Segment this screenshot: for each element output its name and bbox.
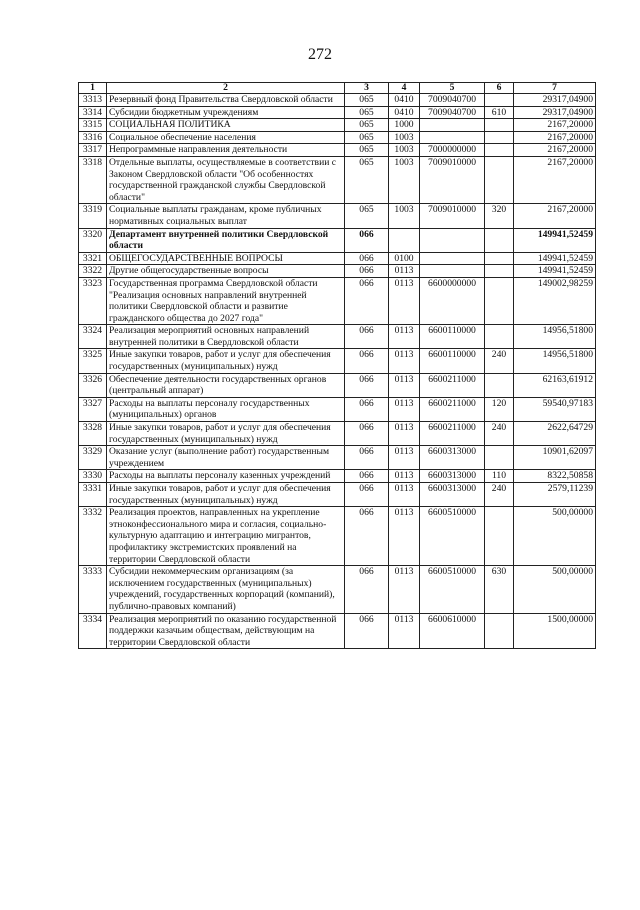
section-code: 0113 <box>389 446 420 470</box>
section-code: 1003 <box>389 144 420 157</box>
amount-value: 14956,51800 <box>514 349 596 373</box>
item-name: Иные закупки товаров, работ и услуг для обеспечения государственных (муниципальных) нужд <box>107 422 345 446</box>
section-code: 1003 <box>389 156 420 203</box>
item-name: Социальное обеспечение населения <box>107 131 345 144</box>
item-name: Отдельные выплаты, осуществляемые в соответствии с Законом Свердловской области "Об особенностях государственной гражданской службы Свердловской области" <box>107 156 345 203</box>
target-article-code: 6600211000 <box>420 422 485 446</box>
expense-type-code <box>485 446 514 470</box>
department-code: 065 <box>345 156 389 203</box>
expense-type-code: 320 <box>485 204 514 228</box>
target-article-code: 6600313000 <box>420 483 485 507</box>
amount-value: 2167,20000 <box>514 204 596 228</box>
target-article-code: 6600313000 <box>420 446 485 470</box>
section-code: 0410 <box>389 94 420 107</box>
expense-type-code <box>485 252 514 265</box>
table-row <box>79 94 596 107</box>
item-name: СОЦИАЛЬНАЯ ПОЛИТИКА <box>107 119 345 132</box>
section-code: 0113 <box>389 507 420 566</box>
target-article-code: 7009040700 <box>420 106 485 119</box>
table-header-row <box>79 83 596 94</box>
table-row <box>79 119 596 132</box>
amount-value: 500,00000 <box>514 507 596 566</box>
target-article-code: 7009010000 <box>420 156 485 203</box>
item-name: Другие общегосударственные вопросы <box>107 265 345 278</box>
department-code: 066 <box>345 373 389 397</box>
item-name: Расходы на выплаты персоналу государственных (муниципальных) органов <box>107 397 345 421</box>
table-row <box>79 252 596 265</box>
row-number: 3322 <box>79 265 107 278</box>
amount-value: 1500,00000 <box>514 613 596 649</box>
item-name: ОБЩЕГОСУДАРСТВЕННЫЕ ВОПРОСЫ <box>107 252 345 265</box>
target-article-code: 6600313000 <box>420 470 485 483</box>
item-name: Непрограммные направления деятельности <box>107 144 345 157</box>
section-code: 0113 <box>389 265 420 278</box>
department-code: 066 <box>345 252 389 265</box>
department-code: 065 <box>345 144 389 157</box>
target-article-code: 6600110000 <box>420 349 485 373</box>
section-code: 0113 <box>389 422 420 446</box>
table-row <box>79 349 596 373</box>
amount-value: 149941,52459 <box>514 252 596 265</box>
department-code: 065 <box>345 94 389 107</box>
table-row <box>79 144 596 157</box>
department-code: 066 <box>345 566 389 613</box>
row-number: 3324 <box>79 325 107 349</box>
column-header: 7 <box>514 83 596 94</box>
table-row <box>79 507 596 566</box>
section-code: 0100 <box>389 252 420 265</box>
amount-value: 149002,98259 <box>514 277 596 324</box>
column-header: 6 <box>485 83 514 94</box>
section-code: 1003 <box>389 131 420 144</box>
target-article-code: 6600510000 <box>420 566 485 613</box>
amount-value: 2167,20000 <box>514 156 596 203</box>
item-name: Субсидии некоммерческим организациям (за исключением государственных (муниципальных) учреждений, государственных корпораций (компаний), публично-правовых компаний) <box>107 566 345 613</box>
section-code: 0113 <box>389 470 420 483</box>
department-code: 066 <box>345 483 389 507</box>
section-code: 0113 <box>389 483 420 507</box>
table-row <box>79 325 596 349</box>
row-number: 3325 <box>79 349 107 373</box>
row-number: 3330 <box>79 470 107 483</box>
column-header: 2 <box>107 83 345 94</box>
department-code: 065 <box>345 106 389 119</box>
department-code: 066 <box>345 613 389 649</box>
expense-type-code <box>485 94 514 107</box>
section-code: 0113 <box>389 349 420 373</box>
expense-type-code <box>485 156 514 203</box>
target-article-code: 6600110000 <box>420 325 485 349</box>
item-name: Иные закупки товаров, работ и услуг для обеспечения государственных (муниципальных) нужд <box>107 483 345 507</box>
department-code: 066 <box>345 422 389 446</box>
item-name: Резервный фонд Правительства Свердловской области <box>107 94 345 107</box>
department-code: 066 <box>345 325 389 349</box>
row-number: 3328 <box>79 422 107 446</box>
page-number: 272 <box>308 46 332 63</box>
item-name: Социальные выплаты гражданам, кроме публичных нормативных социальных выплат <box>107 204 345 228</box>
department-code: 066 <box>345 228 389 252</box>
department-code: 066 <box>345 397 389 421</box>
expense-type-code <box>485 325 514 349</box>
table-row <box>79 204 596 228</box>
item-name: Субсидии бюджетным учреждениям <box>107 106 345 119</box>
expense-type-code: 610 <box>485 106 514 119</box>
section-code: 0113 <box>389 397 420 421</box>
row-number: 3329 <box>79 446 107 470</box>
row-number: 3318 <box>79 156 107 203</box>
department-code: 066 <box>345 507 389 566</box>
amount-value: 2167,20000 <box>514 131 596 144</box>
row-number: 3316 <box>79 131 107 144</box>
section-code: 0113 <box>389 566 420 613</box>
table-row <box>79 277 596 324</box>
row-number: 3333 <box>79 566 107 613</box>
row-number: 3327 <box>79 397 107 421</box>
section-code: 0113 <box>389 277 420 324</box>
amount-value: 2622,64729 <box>514 422 596 446</box>
table-row <box>79 228 596 252</box>
table-row <box>79 566 596 613</box>
row-number: 3331 <box>79 483 107 507</box>
item-name: Расходы на выплаты персоналу казенных учреждений <box>107 470 345 483</box>
item-name: Государственная программа Свердловской области "Реализация основных направлений внутренней политики Свердловской области и развитие гражданского общества до 2027 года" <box>107 277 345 324</box>
expense-type-code: 630 <box>485 566 514 613</box>
table-row <box>79 106 596 119</box>
expense-type-code: 120 <box>485 397 514 421</box>
row-number: 3319 <box>79 204 107 228</box>
amount-value: 2167,20000 <box>514 144 596 157</box>
amount-value: 29317,04900 <box>514 106 596 119</box>
column-header: 1 <box>79 83 107 94</box>
expense-type-code: 240 <box>485 483 514 507</box>
amount-value: 10901,62097 <box>514 446 596 470</box>
amount-value: 500,00000 <box>514 566 596 613</box>
target-article-code: 6600211000 <box>420 373 485 397</box>
expense-type-code <box>485 265 514 278</box>
target-article-code <box>420 252 485 265</box>
department-code: 065 <box>345 119 389 132</box>
item-name: Реализация мероприятий по оказанию государственной поддержки казачьим обществам, действующим на территории Свердловской области <box>107 613 345 649</box>
expense-type-code <box>485 613 514 649</box>
table-row <box>79 397 596 421</box>
expense-type-code <box>485 119 514 132</box>
table-row <box>79 613 596 649</box>
row-number: 3326 <box>79 373 107 397</box>
section-code: 0113 <box>389 325 420 349</box>
amount-value: 8322,50858 <box>514 470 596 483</box>
row-number: 3321 <box>79 252 107 265</box>
budget-table <box>78 82 596 649</box>
amount-value: 14956,51800 <box>514 325 596 349</box>
item-name: Иные закупки товаров, работ и услуг для обеспечения государственных (муниципальных) нужд <box>107 349 345 373</box>
table-row <box>79 422 596 446</box>
expense-type-code <box>485 131 514 144</box>
row-number: 3320 <box>79 228 107 252</box>
target-article-code: 6600510000 <box>420 507 485 566</box>
target-article-code: 7000000000 <box>420 144 485 157</box>
row-number: 3314 <box>79 106 107 119</box>
row-number: 3323 <box>79 277 107 324</box>
target-article-code: 6600000000 <box>420 277 485 324</box>
column-header: 4 <box>389 83 420 94</box>
table-row <box>79 470 596 483</box>
row-number: 3334 <box>79 613 107 649</box>
department-code: 066 <box>345 277 389 324</box>
target-article-code: 7009010000 <box>420 204 485 228</box>
table-row <box>79 265 596 278</box>
item-name: Реализация проектов, направленных на укрепление этноконфессионального мира и согласия, социально-культурную адаптацию и интеграцию мигрантов, профилактику экстремистских проявлений на территории Свердловской области <box>107 507 345 566</box>
row-number: 3317 <box>79 144 107 157</box>
expense-type-code <box>485 144 514 157</box>
table-row <box>79 373 596 397</box>
table-row <box>79 483 596 507</box>
section-code: 0113 <box>389 613 420 649</box>
department-code: 066 <box>345 446 389 470</box>
amount-value: 2167,20000 <box>514 119 596 132</box>
amount-value: 149941,52459 <box>514 265 596 278</box>
department-code: 065 <box>345 131 389 144</box>
table-row <box>79 131 596 144</box>
amount-value: 29317,04900 <box>514 94 596 107</box>
expense-type-code <box>485 277 514 324</box>
section-code: 1000 <box>389 119 420 132</box>
target-article-code <box>420 119 485 132</box>
amount-value: 149941,52459 <box>514 228 596 252</box>
amount-value: 62163,61912 <box>514 373 596 397</box>
department-code: 066 <box>345 265 389 278</box>
expense-type-code: 110 <box>485 470 514 483</box>
target-article-code: 6600610000 <box>420 613 485 649</box>
column-header: 3 <box>345 83 389 94</box>
department-code: 066 <box>345 349 389 373</box>
target-article-code: 6600211000 <box>420 397 485 421</box>
expense-type-code: 240 <box>485 422 514 446</box>
target-article-code: 7009040700 <box>420 94 485 107</box>
item-name: Оказание услуг (выполнение работ) государственным учреждением <box>107 446 345 470</box>
table-row <box>79 156 596 203</box>
section-code: 0410 <box>389 106 420 119</box>
department-code: 065 <box>345 204 389 228</box>
section-code: 1003 <box>389 204 420 228</box>
section-code <box>389 228 420 252</box>
amount-value: 59540,97183 <box>514 397 596 421</box>
target-article-code <box>420 265 485 278</box>
expense-type-code <box>485 373 514 397</box>
item-name: Департамент внутренней политики Свердловской области <box>107 228 345 252</box>
table-row <box>79 446 596 470</box>
amount-value: 2579,11239 <box>514 483 596 507</box>
item-name: Реализация мероприятий основных направлений внутренней политики в Свердловской области <box>107 325 345 349</box>
row-number: 3315 <box>79 119 107 132</box>
expense-type-code: 240 <box>485 349 514 373</box>
target-article-code <box>420 131 485 144</box>
column-header: 5 <box>420 83 485 94</box>
section-code: 0113 <box>389 373 420 397</box>
row-number: 3313 <box>79 94 107 107</box>
department-code: 066 <box>345 470 389 483</box>
expense-type-code <box>485 228 514 252</box>
target-article-code <box>420 228 485 252</box>
expense-type-code <box>485 507 514 566</box>
row-number: 3332 <box>79 507 107 566</box>
item-name: Обеспечение деятельности государственных органов (центральный аппарат) <box>107 373 345 397</box>
